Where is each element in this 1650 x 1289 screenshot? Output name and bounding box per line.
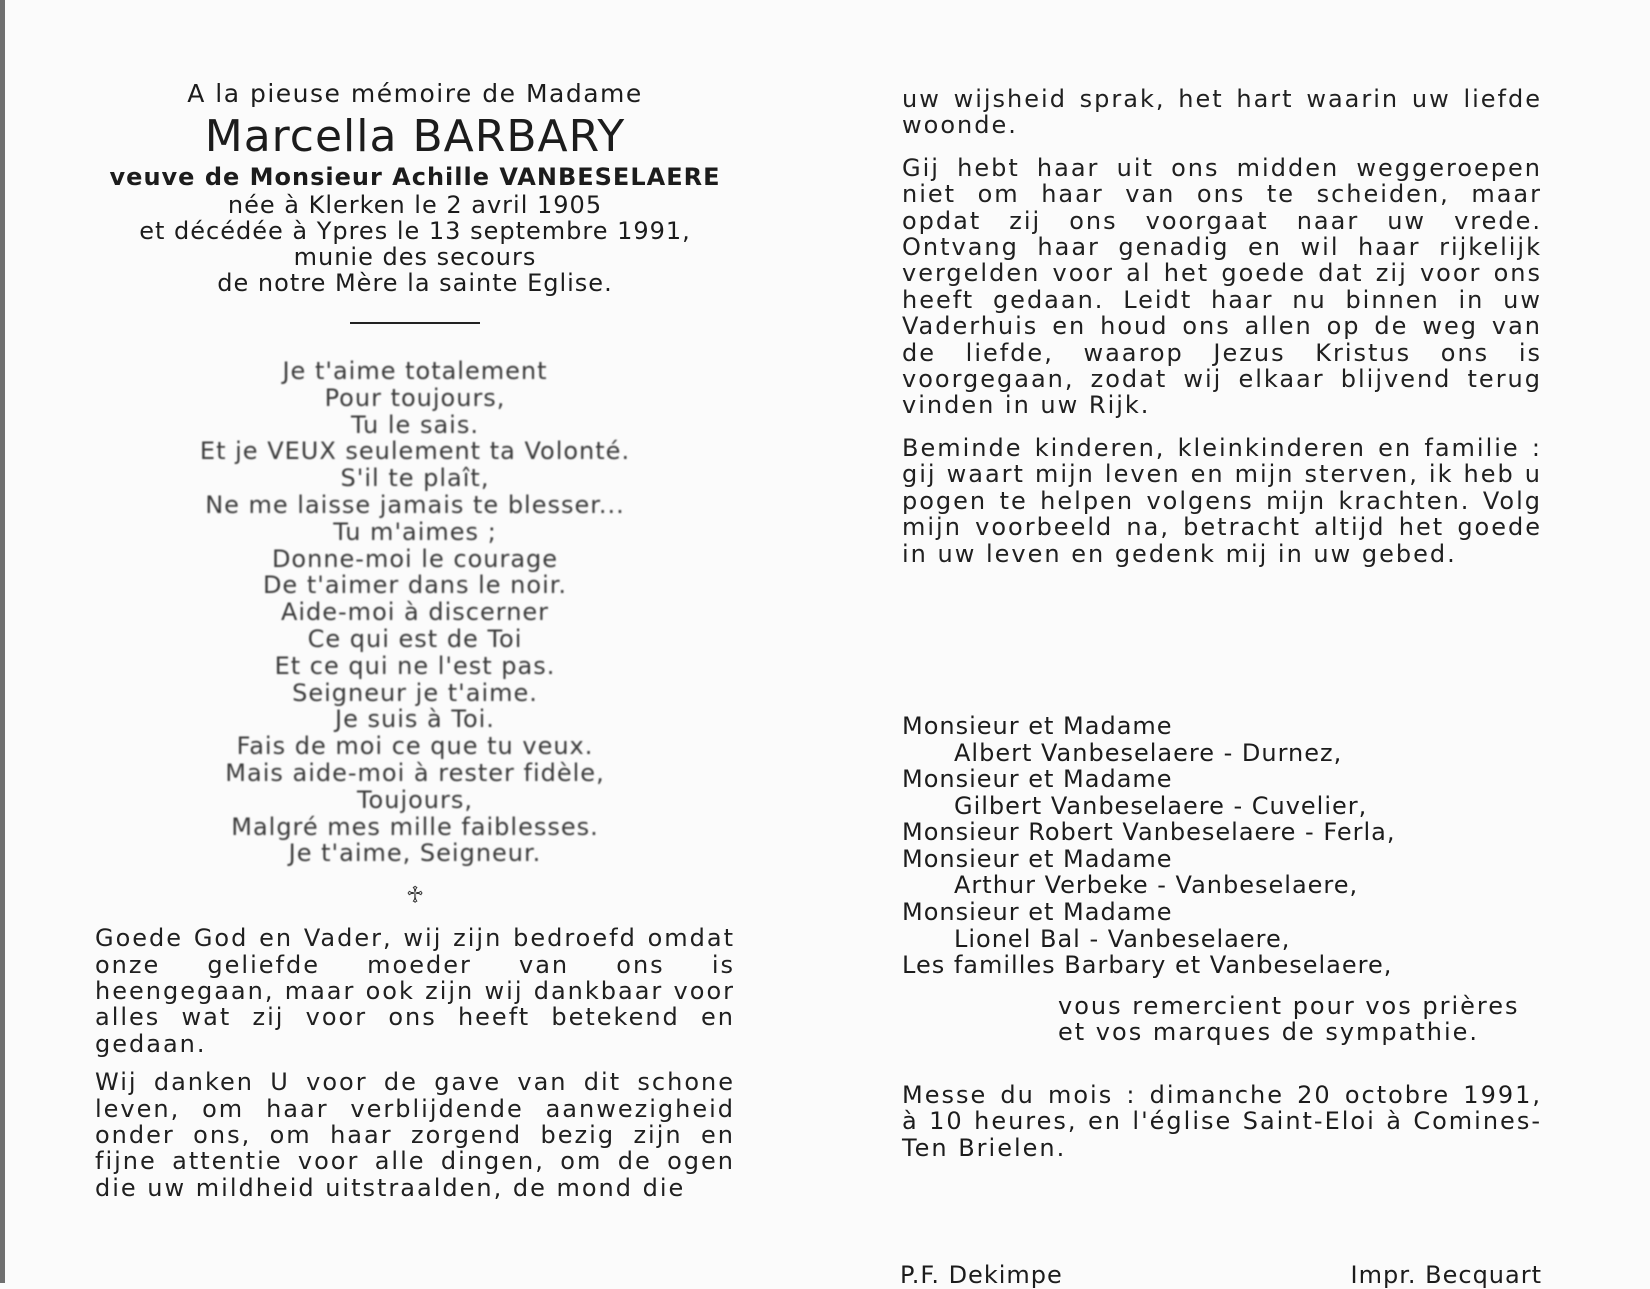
family-line: Monsieur et Madame xyxy=(902,765,1173,794)
undertaker-credit: P.F. Dekimpe xyxy=(900,1261,1063,1289)
left-column xyxy=(95,78,735,1213)
poem-line: Ne me laisse jamais te blesser... xyxy=(205,490,625,519)
poem-line: De t'aimer dans le noir. xyxy=(262,571,568,600)
poem-line: Mais aide-moi à rester fidèle, xyxy=(225,758,605,787)
birth-line: née à Klerken le 2 avril 1905 xyxy=(227,191,603,219)
family-line: Lionel Bal - Vanbeselaere, xyxy=(954,924,1291,953)
thanks-line: et vos marques de sympathie. xyxy=(1058,1018,1480,1047)
prayer-paragraph-2: Wij danken U voor de gave van dit schone leven, om haar verblijdende aanwezigheid onder ons, om haar zorgend bezig zijn en fijne attentie voor alle dingen, om de ogen die uw mildheid uitstraalden, de mond die xyxy=(95,1068,735,1202)
death-line: et décédée à Ypres le 13 septembre 1991, xyxy=(139,217,691,245)
sacrament-line-1: munie des secours xyxy=(293,243,537,271)
family-line: Arthur Verbeke - Vanbeselaere, xyxy=(954,871,1359,900)
family-line: Monsieur et Madame xyxy=(902,711,1173,740)
scan-edge xyxy=(0,0,5,1283)
poem-line: Tu m'aimes ; xyxy=(333,517,497,546)
poem-line: Fais de moi ce que tu veux. xyxy=(236,732,594,761)
family-line: Monsieur et Madame xyxy=(902,898,1173,927)
prayer-continuation: uw wijsheid sprak, het hart waarin uw liefde woonde. xyxy=(902,85,1542,140)
deceased-name: Marcella BARBARY xyxy=(204,111,626,162)
family-line: Monsieur et Madame xyxy=(902,844,1173,873)
message-to-family: Beminde kinderen, kleinkinderen en familie : gij waart mijn leven en mijn sterven, ik heb u pogen te helpen volgens mijn krachten. Volg mijn voorbeeld na, betracht altijd het goede in uw leven en gedenk mij in uw gebed. xyxy=(902,433,1542,568)
poem-line: Je suis à Toi. xyxy=(335,705,495,734)
poem-line: Je t'aime totalement xyxy=(282,357,548,385)
thanks-line: vous remercient pour vos prières xyxy=(1058,991,1520,1020)
poem-line: Tu le sais. xyxy=(351,410,479,439)
prayer-paragraph-3: Gij hebt haar uit ons midden weggeroepen niet om haar van ons te scheiden, maar opdat zij ons voorgaat naar uw vrede. Ontvang haar genadig en wil haar rijkelijk vergelden voor al het goede dat zij voor ons heeft gedaan. Leidt haar nu binnen in uw Vaderhuis en houd ons allen op de weg van de liefde, waarop Jezus Kristus ons is voorgegaan, zodat wij elkaar blijvend terug vinden in uw Rijk. xyxy=(902,153,1542,420)
family-line: Gilbert Vanbeselaere - Cuvelier, xyxy=(954,791,1368,820)
poem-line: S'il te plaît, xyxy=(340,464,490,493)
family-list xyxy=(902,713,1542,979)
footer xyxy=(900,1262,1542,1288)
memorial-intro: A la pieuse mémoire de Madame xyxy=(187,79,643,108)
poem-line: Malgré mes mille faiblesses. xyxy=(231,812,599,841)
cross-icon: ♱ xyxy=(405,881,425,910)
poem-line: Seigneur je t'aime. xyxy=(292,678,538,707)
sacrament-line-2: de notre Mère la sainte Eglise. xyxy=(217,269,613,297)
widow-line: veuve de Monsieur Achille VANBESELAERE xyxy=(109,163,721,191)
prayer-paragraph-1: Goede God en Vader, wij zijn bedroefd omdat onze geliefde moeder van ons is heengegaan, maar ook zijn wij dankbaar voor alles wat zij voor ons heeft betekend en gedaan. xyxy=(95,924,735,1058)
poem-line: Toujours, xyxy=(356,785,474,814)
poem-line: Et ce qui ne l'est pas. xyxy=(274,651,556,680)
poem-line: Je t'aime, Seigneur. xyxy=(288,839,542,868)
poem-line: Aide-moi à discerner xyxy=(280,598,550,627)
right-column xyxy=(902,86,1542,1161)
family-line: Albert Vanbeselaere - Durnez, xyxy=(954,738,1343,767)
poem-line: Ce qui est de Toi xyxy=(307,624,523,653)
poem xyxy=(95,358,735,867)
divider xyxy=(350,322,480,324)
memorial-mass-notice: Messe du mois : dimanche 20 octobre 1991, à 10 heures, en l'église Saint-Eloi à Comines-Ten Brielen. xyxy=(902,1081,1542,1162)
family-line: Les familles Barbary et Vanbeselaere, xyxy=(902,951,1393,980)
poem-line: Pour toujours, xyxy=(324,383,506,412)
family-line: Monsieur Robert Vanbeselaere - Ferla, xyxy=(902,818,1396,847)
thanks-note xyxy=(902,993,1542,1046)
poem-line: Donne-moi le courage xyxy=(271,544,559,573)
poem-line: Et je VEUX seulement ta Volonté. xyxy=(199,437,631,466)
printer-credit: Impr. Becquart xyxy=(1350,1261,1542,1289)
